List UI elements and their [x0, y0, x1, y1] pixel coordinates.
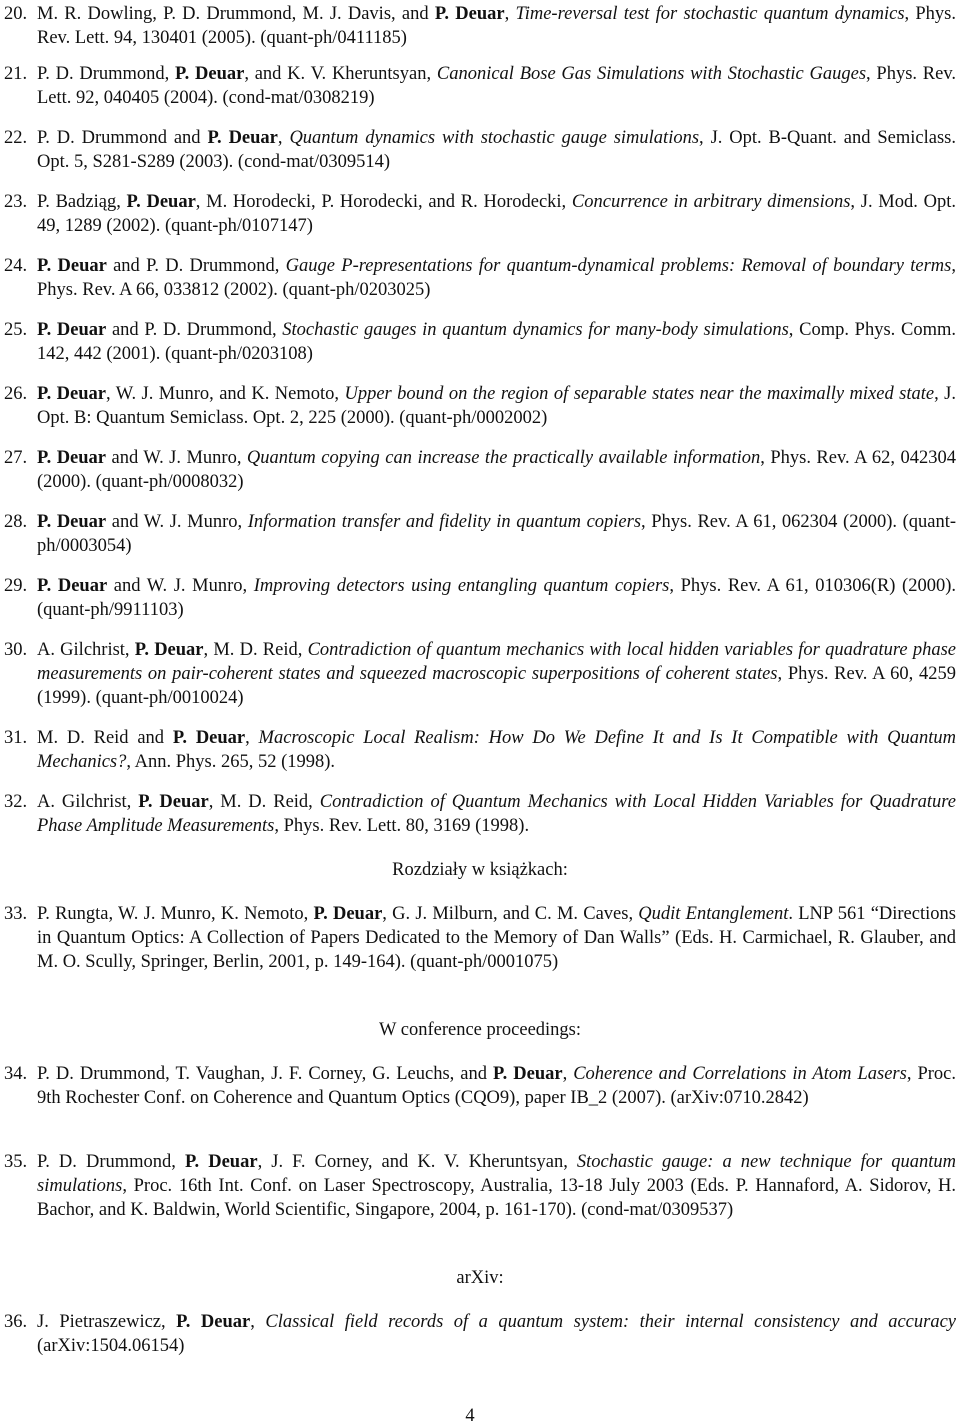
reference-item: 34. P. D. Drummond, T. Vaughan, J. F. Corney, G. Leuchs, and P. Deuar, Coherence and Correlations in Atom Lasers, Proc. 9th Rochester Conf. on Coherence and Quantum Optics (CQO9), paper IB_2 (2007). (arXiv:0710.2842): [4, 1064, 956, 1108]
reference-item: 32. A. Gilchrist, P. Deuar, M. D. Reid, Contradiction of Quantum Mechanics with Local Hidden Variables for Quadrature Phase Amplitude Measurements, Phys. Rev. Lett. 80, 3169 (1998).: [4, 792, 956, 836]
reference-item: 20. M. R. Dowling, P. D. Drummond, M. J. Davis, and P. Deuar, Time-reversal test for stochastic quantum dynamics, Phys. Rev. Lett. 94, 130401 (2005). (quant-ph/0411185): [4, 4, 957, 48]
reference-item: 23. P. Badziąg, P. Deuar, M. Horodecki, P. Horodecki, and R. Horodecki, Concurrence in arbitrary dimensions, J. Mod. Opt. 49, 1289 (2002). (quant-ph/0107147): [4, 192, 956, 236]
reference-item: 30. A. Gilchrist, P. Deuar, M. D. Reid, Contradiction of quantum mechanics with local hidden variables for quadrature phase measurements on pair-coherent states and squeezed macroscopic superpositions of coherent states, Phys. Rev. A 60, 4259 (1999). (quant-ph/0010024): [4, 640, 957, 708]
reference-item: 31. M. D. Reid and P. Deuar, Macroscopic Local Realism: How Do We Define It and Is It Compatible with Quantum Mechanics?, Ann. Phys. 265, 52 (1998).: [4, 728, 956, 772]
reference-item: 24. P. Deuar and P. D. Drummond, Gauge P-representations for quantum-dynamical problems: Removal of boundary terms, Phys. Rev. A 66, 033812 (2002). (quant-ph/0203025): [4, 256, 956, 300]
reference-item: 36. J. Pietraszewicz, P. Deuar, Classical field records of a quantum system: their internal consistency and accuracy (arXiv:1504.06154): [4, 1312, 957, 1356]
reference-item: 35. P. D. Drummond, P. Deuar, J. F. Corney, and K. V. Kheruntsyan, Stochastic gauge: a new technique for quantum simulations, Proc. 16th Int. Conf. on Laser Spectroscopy, Australia, 13-18 July 2003 (Eds. P. Hannaford, A. Sidorov, H. Bachor, and K. Baldwin, World Scientific, Singapore, 2004, p. 161-170). (cond-mat/0309537): [4, 1152, 956, 1220]
section-heading-arxiv: arXiv:: [456, 1268, 504, 1288]
reference-item: 25. P. Deuar and P. D. Drummond, Stochastic gauges in quantum dynamics for many-body simulations, Comp. Phys. Comm. 142, 442 (2001). (quant-ph/0203108): [4, 320, 956, 364]
reference-item: 22. P. D. Drummond and P. Deuar, Quantum dynamics with stochastic gauge simulations, J. Opt. B-Quant. and Semiclass. Opt. 5, S281-S289 (2003). (cond-mat/0309514): [4, 128, 957, 172]
reference-item: 29. P. Deuar and W. J. Munro, Improving detectors using entangling quantum copiers, Phys. Rev. A 61, 010306(R) (2000). (quant-ph/9911103): [4, 576, 956, 620]
page-number: 4: [465, 1406, 475, 1426]
section-heading-chapters: Rozdziały w książkach:: [392, 860, 568, 880]
reference-item: 33. P. Rungta, W. J. Munro, K. Nemoto, P. Deuar, G. J. Milburn, and C. M. Caves, Qudit Entanglement. LNP 561 “Directions in Quantum Optics: A Collection of Papers Dedicated to the Memory of Dan Walls” (Eds. H. Carmichael, R. Glauber, and M. O. Scully, Springer, Berlin, 2001, p. 149-164). (quant-ph/0001075): [4, 904, 956, 972]
reference-item: 28. P. Deuar and W. J. Munro, Information transfer and fidelity in quantum copiers, Phys. Rev. A 61, 062304 (2000). (quant-ph/0003054): [4, 512, 956, 556]
section-heading-conference: W conference proceedings:: [378, 1020, 582, 1040]
reference-item: 27. P. Deuar and W. J. Munro, Quantum copying can increase the practically available information, Phys. Rev. A 62, 042304 (2000). (quant-ph/0008032): [4, 448, 956, 492]
reference-item: 26. P. Deuar, W. J. Munro, and K. Nemoto, Upper bound on the region of separable states near the maximally mixed state, J. Opt. B: Quantum Semiclass. Opt. 2, 225 (2000). (quant-ph/0002002): [4, 384, 956, 428]
reference-item: 21. P. D. Drummond, P. Deuar, and K. V. Kheruntsyan, Canonical Bose Gas Simulations with Stochastic Gauges, Phys. Rev. Lett. 92, 040405 (2004). (cond-mat/0308219): [4, 64, 956, 108]
